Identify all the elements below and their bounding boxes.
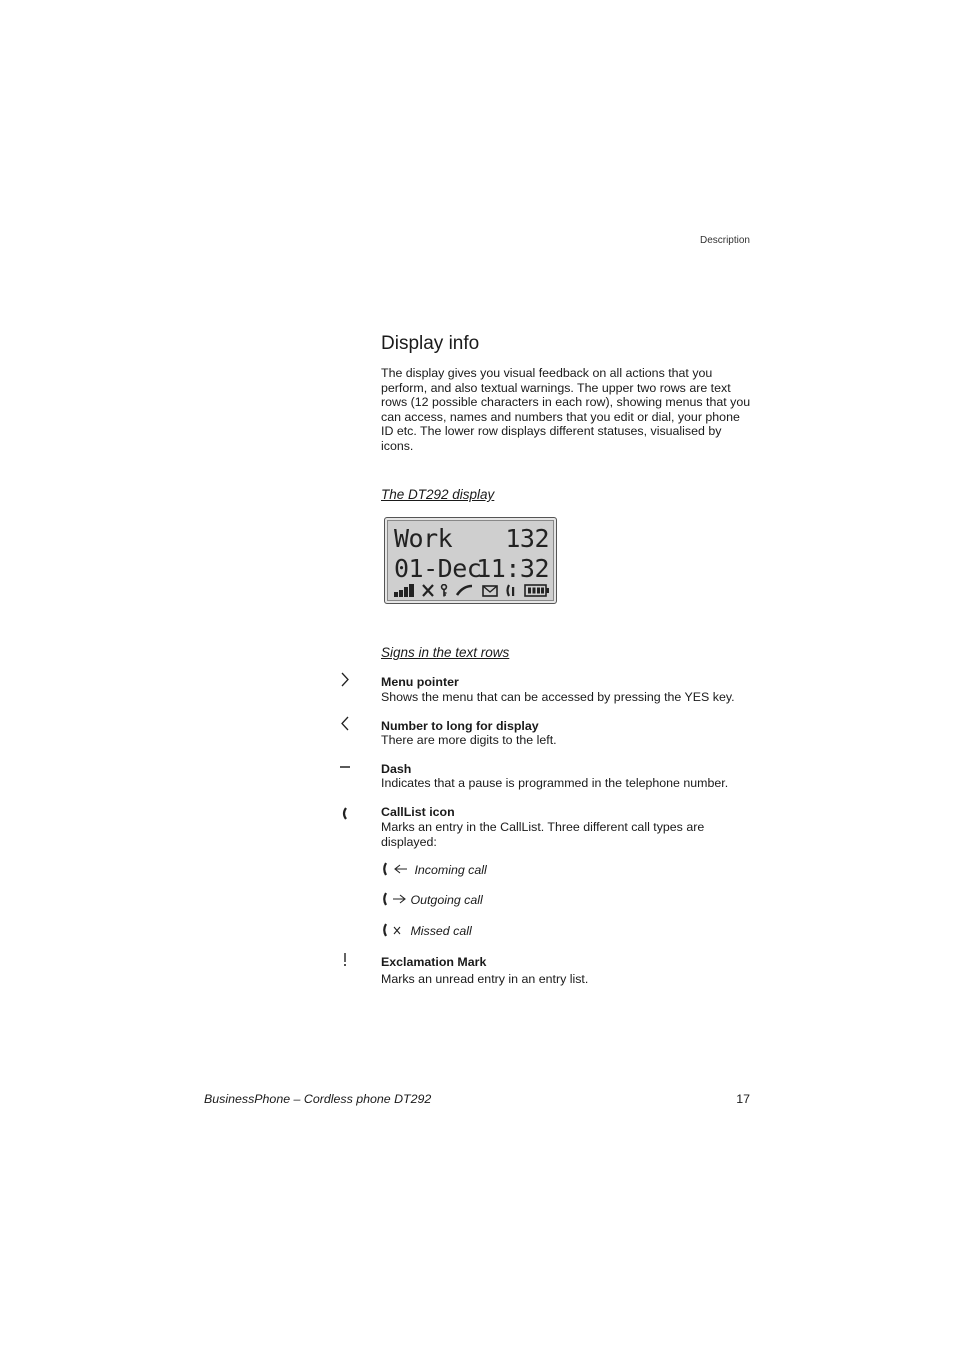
calltype-incoming [381, 862, 487, 877]
dash-title: Dash [381, 762, 412, 776]
page-number: 17 [736, 1092, 750, 1106]
calltype-outgoing [381, 892, 483, 907]
page-title: Display info [381, 333, 480, 354]
lcd-display [384, 517, 557, 604]
missed-call-icon [381, 923, 407, 937]
lcd-row-1 [394, 525, 549, 553]
envelope-icon [482, 584, 498, 597]
dash-desc: Indicates that a pause is programmed in the telephone number. [381, 776, 729, 790]
outgoing-call-icon [381, 892, 407, 906]
menu-pointer-title: Menu pointer [381, 675, 459, 689]
signs-heading: Signs in the text rows [381, 645, 510, 660]
battery-icon [524, 584, 550, 597]
calllist-desc: Marks an entry in the CallList. Three different call types are displayed: [381, 820, 705, 849]
menu-pointer-desc: Shows the menu that can be accessed by pressing the YES key. [381, 690, 735, 704]
number-too-long-desc: There are more digits to the left. [381, 733, 557, 747]
calllist-icon [505, 584, 517, 597]
lcd-row-2 [394, 555, 549, 583]
left-arrow-icon [337, 716, 353, 735]
incoming-call-label: Incoming call [414, 863, 487, 877]
menu-pointer-icon [337, 672, 353, 691]
footer-title: BusinessPhone – Cordless phone DT292 [204, 1092, 432, 1106]
exclamation-desc: Marks an unread entry in an entry list. [381, 972, 589, 986]
lcd-row-1-number: 132 [505, 524, 549, 553]
signal-strength-icon [394, 584, 416, 597]
intro-paragraph: The display gives you visual feedback on all actions that you perform, and also textual warnings. The upper two rows are text rows (12 possible characters in each row), showing menus that you can access, names and numbers that you edit or dial, your phone ID etc. The lower row displays different statuses, visualised by icons. [381, 366, 751, 453]
exclamation-icon [337, 952, 353, 971]
number-too-long-title: Number to long for display [381, 719, 539, 733]
key-icon [439, 584, 449, 597]
display-heading: The DT292 display [381, 487, 495, 502]
lcd-row-1-name: Work [394, 524, 453, 553]
incoming-call-icon [381, 862, 411, 876]
tools-icon [422, 584, 434, 597]
outgoing-call-label: Outgoing call [410, 893, 483, 907]
calltype-missed [381, 923, 472, 938]
handset-icon [455, 584, 475, 597]
calllist-title: CallList icon [381, 805, 455, 819]
lcd-row-2-date: 01-Dec [394, 554, 482, 583]
lcd-row-2-time: 11:32 [476, 554, 549, 583]
dash-icon [337, 760, 353, 777]
exclamation-title: Exclamation Mark [381, 955, 487, 969]
missed-call-label: Missed call [410, 924, 472, 938]
calllist-sign-icon [337, 806, 353, 825]
section-label: Description [699, 235, 750, 246]
